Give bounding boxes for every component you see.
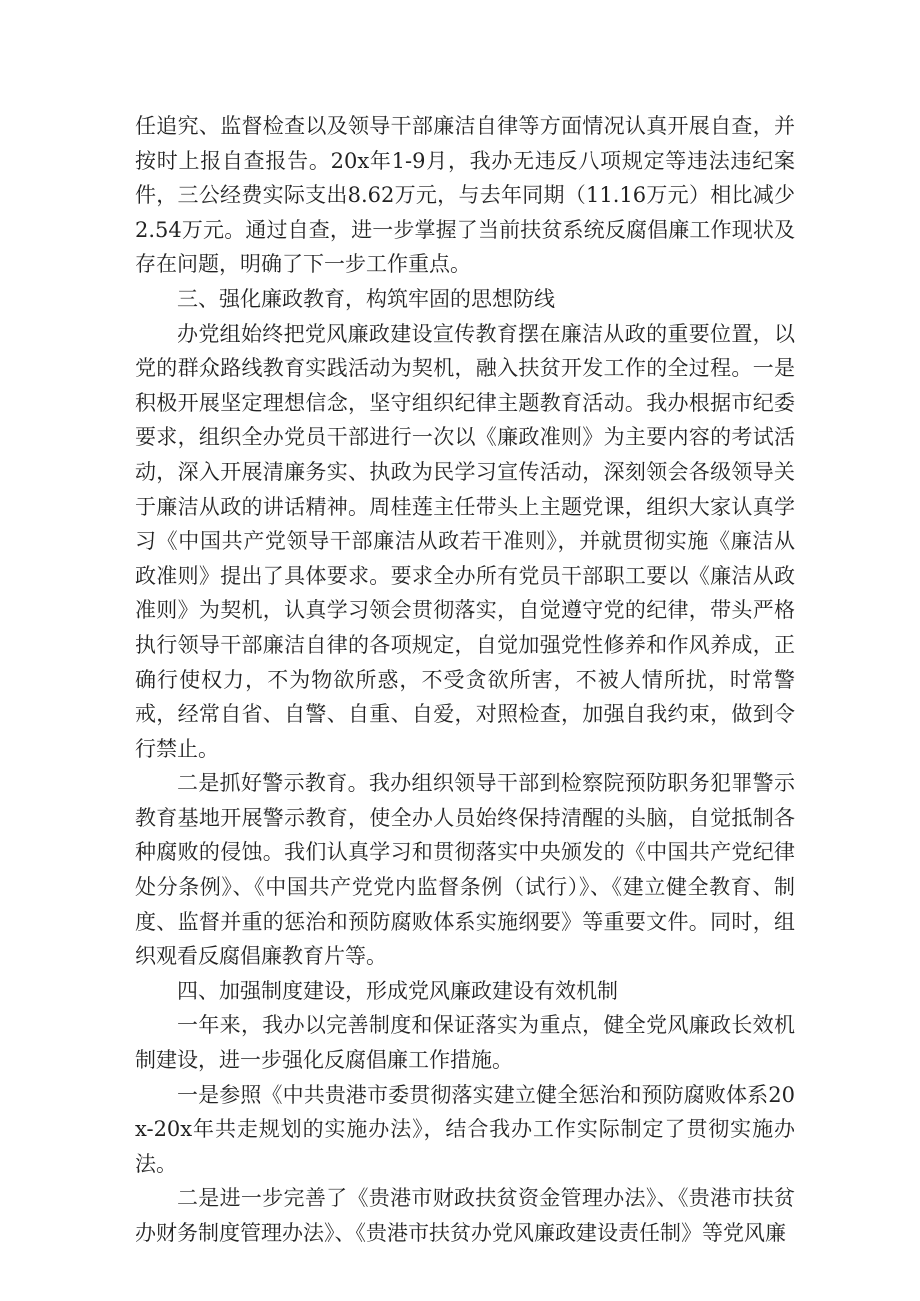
document-body (135, 109, 795, 1251)
section-heading-four: 四、加强制度建设，形成党风廉政建设有效机制 (177, 978, 618, 1003)
paragraph-self-inspection: 任追究、监督检查以及领导干部廉洁自律等方面情况认真开展自查，并按时上报自查报告。20x年1-9月，我办无违反八项规定等违法违纪案件，三公经费实际支出8.62万元，与去年同期（11.16万元）相比减少2.54万元。通过自查，进一步掌握了当前扶贫系统反腐倡廉工作现状及存在问题，明确了下一步工作重点。 (135, 114, 795, 277)
paragraph-implementation-measures: 一是参照《中共贵港市委贯彻落实建立健全惩治和预防腐败体系20x-20x年共走规划的实施办法》，结合我办工作实际制定了贯彻实施办法。 (135, 1082, 795, 1176)
section-heading-three: 三、强化廉政教育，构筑牢固的思想防线 (177, 286, 555, 311)
paragraph-integrity-education: 办党组始终把党风廉政建设宣传教育摆在廉洁从政的重要位置，以党的群众路线教育实践活动为契机，融入扶贫开发工作的全过程。一是积极开展坚定理想信念，坚守组织纪律主题教育活动。我办根据市纪委要求，组织全办党员干部进行一次以《廉政准则》为主要内容的考试活动，深入开展清廉务实、执政为民学习宣传活动，深刻领会各级领导关于廉洁从政的讲话精神。周桂莲主任带头上主题党课，组织大家认真学习《中国共产党领导干部廉洁从政若干准则》，并就贯彻实施《廉洁从政准则》提出了具体要求。要求全办所有党员干部职工要以《廉洁从政准则》为契机，认真学习领会贯彻落实，自觉遵守党的纪律，带头严格执行领导干部廉洁自律的各项规定，自觉加强党性修养和作风养成，正确行使权力，不为物欲所惑，不受贪欲所害，不被人情所扰，时常警戒，经常自省、自警、自重、自爱，对照检查，加强自我约束，做到令行禁止。 (135, 321, 795, 761)
paragraph-improved-regulations: 二是进一步完善了《贵港市财政扶贫资金管理办法》、《贵港市扶贫办财务制度管理办法》、《贵港市扶贫办党风廉政建设责任制》等党风廉 (135, 1186, 795, 1245)
paragraph-warning-education: 二是抓好警示教育。我办组织领导干部到检察院预防职务犯罪警示教育基地开展警示教育，使全办人员始终保持清醒的头脑，自觉抵制各种腐败的侵蚀。我们认真学习和贯彻落实中央颁发的《中国共产党纪律处分条例》、《中国共产党党内监督条例（试行）》、《建立健全教育、制度、监督并重的惩治和预防腐败体系实施纲要》等重要文件。同时，组织观看反腐倡廉教育片等。 (135, 771, 795, 969)
paragraph-system-building: 一年来，我办以完善制度和保证落实为重点，健全党风廉政长效机制建设，进一步强化反腐倡廉工作措施。 (135, 1013, 795, 1073)
